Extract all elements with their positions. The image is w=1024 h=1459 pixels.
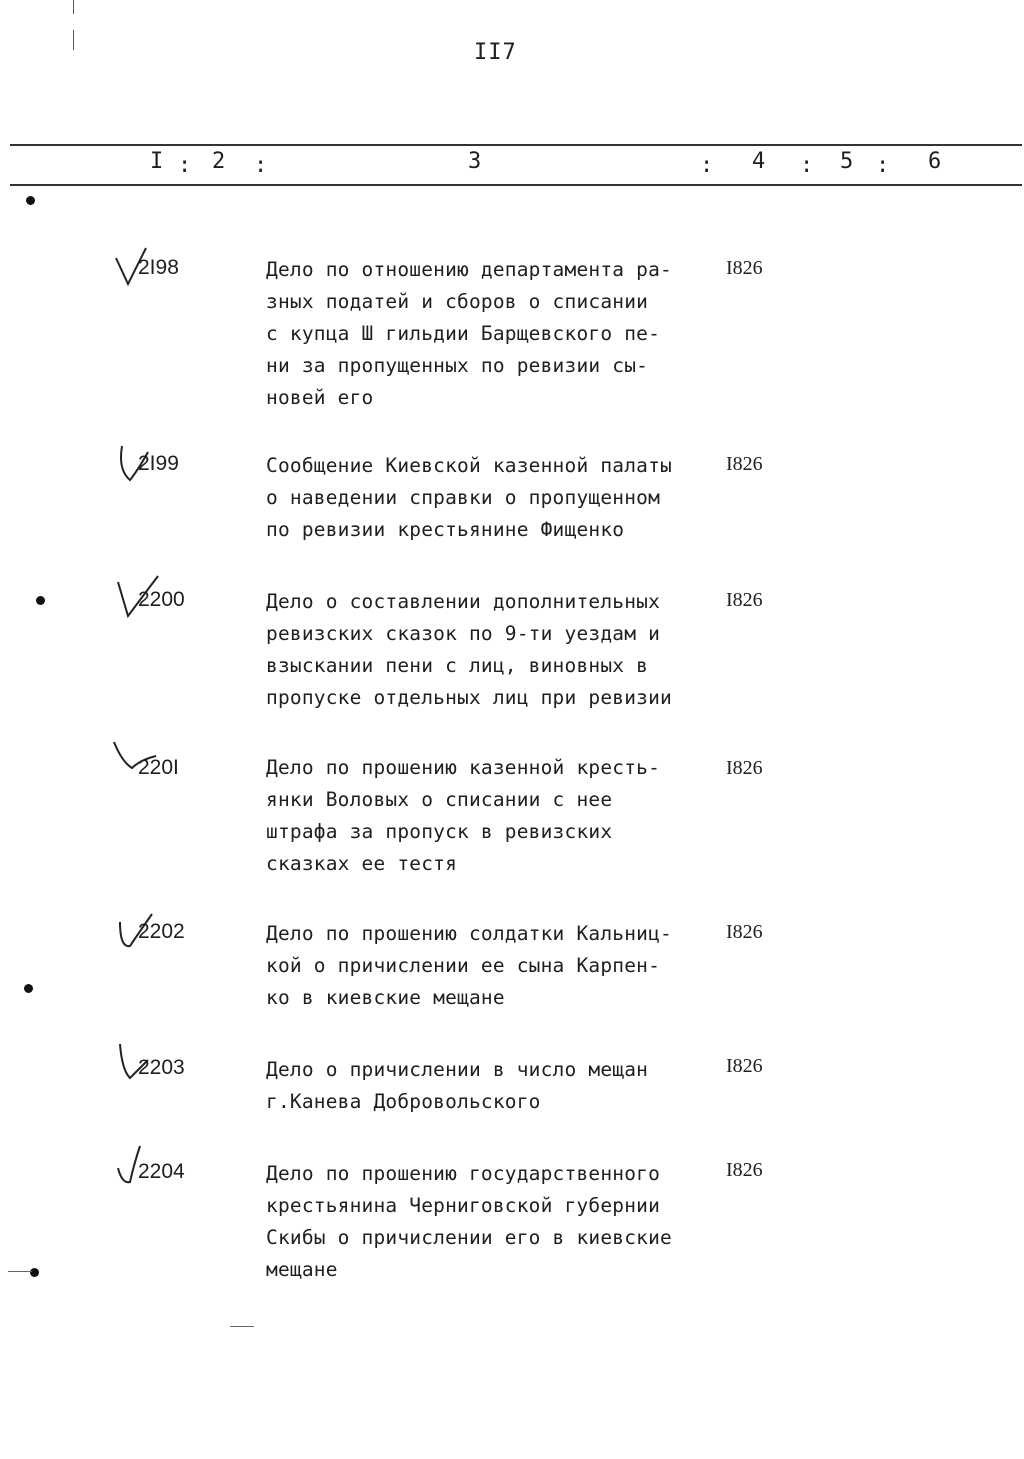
entry-description: [266, 1054, 716, 1118]
column-separator: :: [700, 153, 714, 178]
description-line: Дело по отношению департамента ра-: [266, 258, 672, 281]
column-1-header: I: [150, 149, 164, 174]
description-line: сказках ее тестя: [266, 852, 458, 875]
entry-year: I826: [726, 453, 763, 475]
entry-number: 2202: [138, 920, 185, 943]
description-line: мещане: [266, 1258, 338, 1281]
entry-year: I826: [726, 257, 763, 279]
description-line: взыскании пени с лиц, виновных в: [266, 654, 649, 677]
entry-description: [266, 1158, 716, 1286]
column-separator: :: [254, 153, 268, 178]
description-line: г.Канева Добровольского: [266, 1090, 541, 1113]
margin-mark: [73, 30, 74, 50]
description-line: кой о причислении ее сына Карпен-: [266, 954, 661, 977]
entry-description: [266, 254, 716, 414]
description-line: Дело о составлении дополнительных: [266, 590, 661, 613]
entry-description: [266, 752, 716, 880]
punch-hole-mark: [30, 1268, 39, 1277]
entry-number: 2I99: [138, 452, 179, 475]
description-line: ревизских сказок по 9-ти уездам и: [266, 622, 661, 645]
entry-number: 2203: [138, 1056, 185, 1079]
entry-year: I826: [726, 1159, 763, 1181]
column-separator: :: [876, 153, 890, 178]
column-separator: :: [800, 153, 814, 178]
column-4-header: 4: [752, 149, 766, 174]
description-line: о наведении справки о пропущенном: [266, 486, 661, 509]
page-number: II7: [474, 40, 517, 65]
description-line: новей его: [266, 386, 374, 409]
header-rule-top: [10, 144, 1022, 146]
column-6-header: 6: [928, 149, 942, 174]
entry-description: [266, 586, 716, 714]
description-line: ко в киевские мещане: [266, 986, 505, 1009]
column-2-header: 2: [212, 149, 226, 174]
header-rule-bottom: [10, 184, 1022, 186]
margin-stroke: [8, 1271, 32, 1272]
entry-year: I826: [726, 757, 763, 779]
description-line: Дело по прошению солдатки Кальниц-: [266, 922, 672, 945]
description-line: крестьянина Черниговской губернии: [266, 1194, 661, 1217]
entry-description: [266, 918, 716, 1014]
entry-description: [266, 450, 716, 546]
entry-number: 2200: [138, 588, 185, 611]
column-3-header: 3: [468, 149, 482, 174]
entry-year: I826: [726, 589, 763, 611]
margin-mark: [73, 0, 74, 14]
description-line: пропуске отдельных лиц при ревизии: [266, 686, 672, 709]
description-line: ни за пропущенных по ревизии сы-: [266, 354, 649, 377]
description-line: штрафа за пропуск в ревизских: [266, 820, 613, 843]
description-line: Сообщение Киевской казенной палаты: [266, 454, 672, 477]
entry-number: 2I98: [138, 256, 179, 279]
entry-year: I826: [726, 1055, 763, 1077]
description-line: Дело по прошению казенной кресть-: [266, 756, 661, 779]
entry-year: I826: [726, 921, 763, 943]
description-line: Дело по прошению государственного: [266, 1162, 661, 1185]
punch-hole-mark: [26, 196, 35, 205]
entry-number: 220I: [138, 756, 179, 779]
description-line: Дело о причислении в число мещан: [266, 1058, 649, 1081]
punch-hole-mark: [24, 984, 33, 993]
description-line: Скибы о причислении его в киевские: [266, 1226, 672, 1249]
description-line: по ревизии крестьянине Фищенко: [266, 518, 625, 541]
column-5-header: 5: [840, 149, 854, 174]
description-line: зных податей и сборов о списании: [266, 290, 649, 313]
description-line: янки Воловых о списании с нее: [266, 788, 613, 811]
margin-stroke: [230, 1326, 254, 1327]
description-line: с купца Ш гильдии Барщевского пе-: [266, 322, 661, 345]
punch-hole-mark: [36, 596, 45, 605]
column-separator: :: [178, 153, 192, 178]
entry-number: 2204: [138, 1160, 185, 1183]
